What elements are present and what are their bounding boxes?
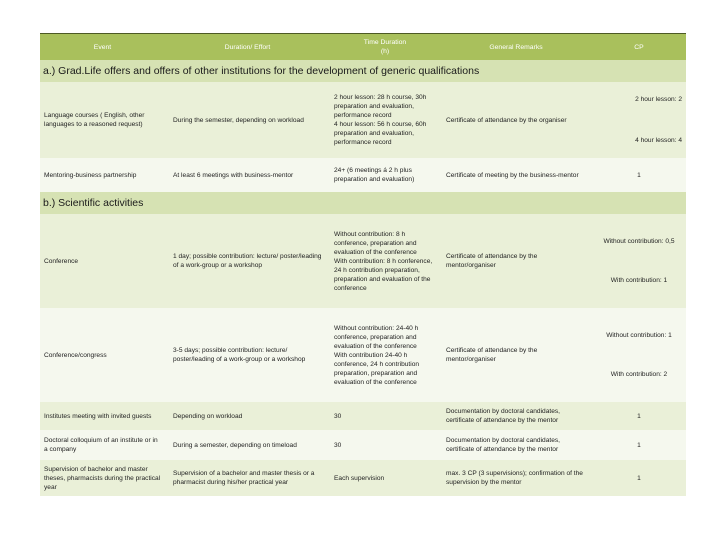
table-row [40, 158, 686, 192]
time-cell: Without contribution: 8 h conference, preparation and evaluation of the conference With contribution: 8 h conference, 24 h contribution preparation, preparation and evaluation of the conference [330, 214, 440, 308]
section-a-header [40, 60, 686, 82]
event-cell: Conference [40, 214, 165, 308]
time-cell: Each supervision [330, 460, 440, 496]
remarks-cell: max. 3 CP (3 supervisions); confirmation of the supervision by the mentor [440, 460, 592, 496]
time-cell: 30 [330, 402, 440, 430]
table-row [40, 82, 686, 158]
duration-cell: During a semester, depending on timeload [165, 430, 330, 460]
qualification-table-document [40, 33, 686, 496]
event-cell: Conference/congress [40, 308, 165, 402]
section-a-title: a.) Grad.Life offers and offers of other institutions for the development of generic qualifications [40, 60, 686, 82]
cp-cell: 1 [592, 460, 686, 496]
cp-value: Without contribution: 1 [606, 332, 672, 339]
cp-value: Without contribution: 0,5 [603, 238, 675, 245]
duration-cell: 1 day; possible contribution: lecture/ poster/leading of a work-group or a workshop [165, 214, 330, 308]
cp-cell [592, 308, 686, 402]
duration-cell: 3-5 days; possible contribution: lecture/ poster/leading of a work-group or a workshop [165, 308, 330, 402]
time-cell: 2 hour lesson: 28 h course, 30h preparation and evaluation, performance record 4 hour lesson: 56 h course, 60h preparation and evaluation, performance record [330, 82, 440, 158]
time-cell: Without contribution: 24-40 h conference, preparation and evaluation of the conference With contribution 24-40 h conference, 24 h contribution preparation, preparation and evaluation of the conference [330, 308, 440, 402]
cp-cell: 1 [592, 402, 686, 430]
cp-value: With contribution: 2 [610, 371, 668, 378]
section-b-title: b.) Scientific activities [40, 192, 686, 214]
section-b-header [40, 192, 686, 214]
header-cp: CP [592, 34, 686, 61]
header-duration: Duration/ Effort [165, 34, 330, 61]
event-cell: Institutes meeting with invited guests [40, 402, 165, 430]
event-cell: Supervision of bachelor and master theses, pharmacists during the practical year [40, 460, 165, 496]
remarks-cell: Certificate of attendance by the organiser [440, 82, 592, 158]
cp-value: 2 hour lesson: 2 [635, 96, 682, 103]
table-row [40, 460, 686, 496]
header-general-remarks: General Remarks [440, 34, 592, 61]
duration-cell: Depending on workload [165, 402, 330, 430]
cp-value: With contribution: 1 [610, 277, 668, 284]
event-cell: Doctoral colloquium of an institute or in a company [40, 430, 165, 460]
cp-cell [592, 82, 686, 158]
cp-cell [592, 214, 686, 308]
qualification-table [40, 33, 686, 496]
duration-cell: Supervision of a bachelor and master thesis or a pharmacist during his/her practical year [165, 460, 330, 496]
event-cell: Language courses ( English, other languages to a reasoned request) [40, 82, 165, 158]
header-time-duration: Time Duration (h) [330, 34, 440, 61]
cp-cell: 1 [592, 430, 686, 460]
time-cell: 24+ (6 meetings á 2 h plus preparation and evaluation) [330, 158, 440, 192]
remarks-cell: Documentation by doctoral candidates, certificate of attendance by the mentor [440, 402, 592, 430]
table-row [40, 430, 686, 460]
remarks-cell: Certificate of attendance by the mentor/organiser [440, 308, 592, 402]
time-cell: 30 [330, 430, 440, 460]
cp-cell: 1 [592, 158, 686, 192]
event-cell: Mentoring-business partnership [40, 158, 165, 192]
table-row [40, 308, 686, 402]
duration-cell: At least 6 meetings with business-mentor [165, 158, 330, 192]
table-header-row [40, 34, 686, 61]
table-row [40, 402, 686, 430]
remarks-cell: Certificate of attendance by the mentor/organiser [440, 214, 592, 308]
remarks-cell: Documentation by doctoral candidates, certificate of attendance by the mentor [440, 430, 592, 460]
table-row [40, 214, 686, 308]
header-event: Event [40, 34, 165, 61]
duration-cell: During the semester, depending on workload [165, 82, 330, 158]
remarks-cell: Certificate of meeting by the business-mentor [440, 158, 592, 192]
cp-value: 4 hour lesson: 4 [635, 137, 682, 144]
